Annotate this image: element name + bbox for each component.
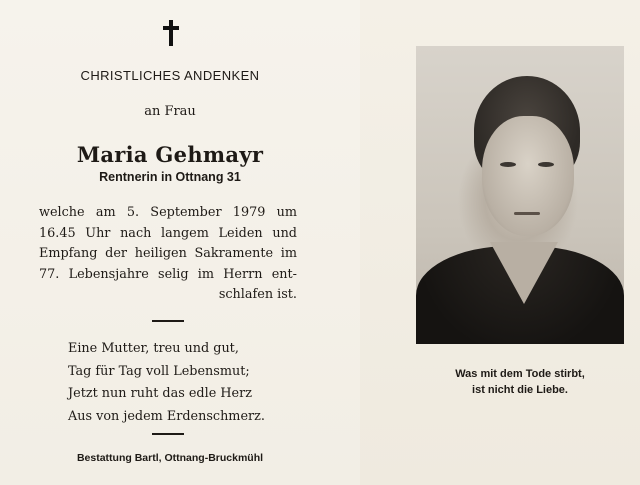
- card-heading: CHRISTLICHES ANDENKEN: [80, 68, 260, 83]
- notice-line: schlafen ist.: [218, 287, 297, 302]
- death-notice-text: [39, 203, 297, 306]
- cross-icon: [163, 20, 179, 46]
- poem-line: Tag für Tag voll Lebensmut;: [68, 363, 250, 379]
- notice-line: Empfang der heiligen Sakramente im: [39, 246, 297, 261]
- divider: [152, 320, 184, 322]
- poem-line: Aus von jedem Erdenschmerz.: [68, 408, 265, 424]
- memorial-poem: [68, 338, 265, 428]
- notice-line: 77. Lebensjahre selig im Herrn ent-: [39, 266, 297, 282]
- quote-line: Was mit dem Tode stirbt,: [455, 368, 585, 380]
- notice-line: welche am 5. September 1979 um: [39, 205, 297, 220]
- deceased-name: Maria Gehmayr: [76, 142, 264, 167]
- divider: [152, 433, 184, 435]
- deceased-subtitle: Rentnerin in Ottnang 31: [99, 170, 241, 184]
- poem-line: Eine Mutter, treu und gut,: [68, 341, 239, 356]
- portrait-photo: [416, 46, 624, 344]
- undertaker-credit: Bestattung Bartl, Ottnang-Bruckmühl: [76, 452, 264, 464]
- quote-line: ist nicht die Liebe.: [472, 384, 568, 396]
- salutation: an Frau: [144, 104, 196, 119]
- poem-line: Jetzt nun ruht das edle Herz: [68, 386, 252, 401]
- notice-line: 16.45 Uhr nach langem Leiden und: [39, 225, 297, 241]
- memorial-quote: [420, 366, 620, 398]
